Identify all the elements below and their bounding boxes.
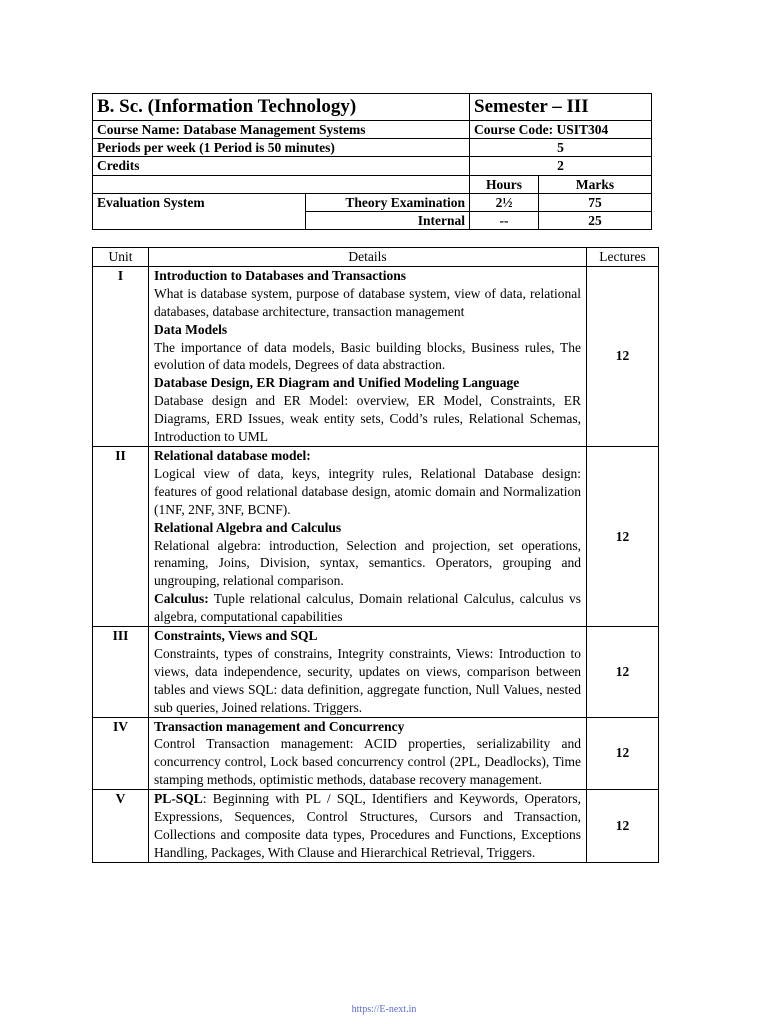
section-text: Constraints, types of constrains, Integrity constraints, Views: Introduction to views, data independence, security, updates on views, comparison between tables and views SQL: data definition, aggregate function, Null Values, nested sub queries, Joined relations. Triggers. [154, 645, 581, 715]
unit-number: III [93, 627, 149, 718]
plsql-text: : Beginning with PL / SQL, Identifiers and Keywords, Operators, Expressions, Sequences, Control Structures, Cursors and Transaction, Collections and composite data types, Procedures and Functions, Exceptions Handling, Packages, With Clause and Hierarchical Retrieval, Triggers. [154, 791, 581, 860]
unit-row [93, 717, 659, 790]
unit-number: IV [93, 717, 149, 790]
unit-details [149, 266, 587, 446]
plsql-paragraph [154, 790, 581, 862]
semester-title: Semester – III [470, 94, 652, 121]
evaluation-label: Evaluation System [93, 193, 306, 229]
calculus-paragraph [154, 590, 581, 626]
unit-row [93, 266, 659, 446]
lecture-count: 12 [587, 627, 659, 718]
periods-value: 5 [470, 139, 652, 157]
hours-marks-header-row [93, 175, 652, 193]
internal-marks: 25 [539, 212, 652, 230]
section-title: Relational Algebra and Calculus [154, 519, 342, 535]
lectures-column-header: Lectures [587, 248, 659, 267]
unit-details [149, 446, 587, 626]
lecture-count: 12 [587, 717, 659, 790]
section-text: The importance of data models, Basic building blocks, Business rules, The evolution of data models, Degrees of data abstraction. [154, 339, 581, 373]
syllabus-header-row [93, 248, 659, 267]
marks-label: Marks [539, 175, 652, 193]
lecture-count: 12 [587, 790, 659, 863]
lecture-count: 12 [587, 446, 659, 626]
hours-label: Hours [470, 175, 539, 193]
unit-number: II [93, 446, 149, 626]
footer-link[interactable]: https://E-next.in [351, 1004, 417, 1015]
section-title: Introduction to Databases and Transactions [154, 267, 407, 283]
credits-label: Credits [93, 157, 470, 175]
blank-cell [93, 175, 470, 193]
theory-label: Theory Examination [306, 193, 470, 211]
section-text: Control Transaction management: ACID properties, serializability and concurrency control, Lock based concurrency control (2PL, Deadlocks), Time stamping methods, optimistic methods, database recovery management. [154, 736, 581, 788]
section-text: Logical view of data, keys, integrity rules, Relational Database design: features of good relational database design, atomic domain and Normalization (1NF, 2NF, 3NF, BCNF). [154, 465, 581, 517]
program-title: B. Sc. (Information Technology) [93, 94, 470, 121]
internal-hours: -- [470, 212, 539, 230]
course-code: Course Code: USIT304 [470, 121, 652, 139]
credits-row [93, 157, 652, 175]
unit-column-header: Unit [93, 248, 149, 267]
periods-label: Periods per week (1 Period is 50 minutes) [93, 139, 470, 157]
internal-label: Internal [306, 212, 470, 230]
unit-details [149, 790, 587, 863]
course-name: Course Name: Database Management Systems [93, 121, 470, 139]
course-info-table [92, 93, 652, 230]
syllabus-table [92, 247, 659, 863]
course-row [93, 121, 652, 139]
credits-value: 2 [470, 157, 652, 175]
unit-row [93, 627, 659, 718]
section-title: Relational database model: [154, 447, 311, 463]
unit-row [93, 446, 659, 626]
unit-number: V [93, 790, 149, 863]
theory-marks: 75 [539, 193, 652, 211]
unit-details [149, 627, 587, 718]
calculus-lead: Calculus: [154, 591, 209, 607]
section-title: Database Design, ER Diagram and Unified Modeling Language [154, 375, 520, 391]
program-row [93, 94, 652, 121]
section-title: Transaction management and Concurrency [154, 718, 405, 734]
details-column-header: Details [149, 248, 587, 267]
plsql-lead: PL-SQL [154, 791, 203, 807]
unit-number: I [93, 266, 149, 446]
periods-row [93, 139, 652, 157]
theory-row [93, 193, 652, 211]
section-text: Database design and ER Model: overview, ER Model, Constraints, ER Diagrams, ERD Issues, weak entity sets, Codd’s rules, Relational Schemas, Introduction to UML [154, 393, 581, 445]
theory-hours: 2½ [470, 193, 539, 211]
section-text: Relational algebra: introduction, Selection and projection, set operations, renaming, Joins, Division, syntax, semantics. Operators, grouping and ungrouping, relational comparison. [154, 537, 581, 589]
unit-row [93, 790, 659, 863]
lecture-count: 12 [587, 266, 659, 446]
section-title: Data Models [154, 321, 228, 337]
section-title: Constraints, Views and SQL [154, 628, 318, 644]
unit-details [149, 717, 587, 790]
section-text: What is database system, purpose of database system, view of data, relational databases, database architecture, transaction management [154, 285, 581, 319]
calculus-text: Tuple relational calculus, Domain relational Calculus, calculus vs algebra, computational capabilities [154, 591, 581, 625]
